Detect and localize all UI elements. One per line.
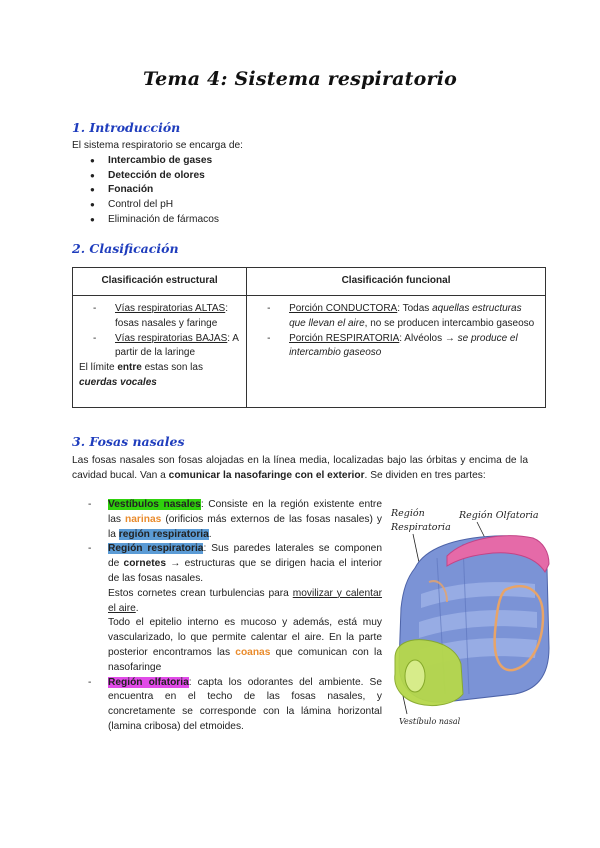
list-item: ● Intercambio de gases xyxy=(90,154,532,169)
intro-lead: El sistema respiratorio se encarga de: xyxy=(72,140,244,151)
list-item: - Porción RESPIRATORIA: Alvéolos → se produce el intercambio gaseoso xyxy=(253,332,539,362)
list-item xyxy=(79,302,240,332)
limite-text: El límite entre estas son las cuerdas vocales xyxy=(79,362,203,388)
coanas-term: coanas xyxy=(235,646,271,658)
epitelio-text: Todo el epitelio interno es mucoso y además, está muy vascularizado, lo que permite calentar el aire. En la parte posterior encontramos las coanas que comunican con la nasofaringe xyxy=(108,617,382,673)
vias-bajas: Vías respiratorias BAJAS xyxy=(115,332,228,344)
vestibulos-label: Vestíbulos nasales xyxy=(108,499,201,510)
fosas-list xyxy=(72,498,382,735)
porcion-respiratoria: Porción RESPIRATORIA xyxy=(289,332,400,344)
porcion-conductora: Porción CONDUCTORA xyxy=(289,303,398,314)
page-title: Tema 4: Sistema respiratorio xyxy=(142,68,458,90)
clasificacion-table xyxy=(72,267,546,408)
list-item: ● Fonación xyxy=(90,183,532,198)
label-region-respiratoria-1: Región xyxy=(391,508,425,519)
vias-bajas-desc: : A partir de la laringe xyxy=(115,332,239,359)
intro-list xyxy=(90,154,532,228)
narinas-term: narinas xyxy=(125,513,162,525)
cornetes-text: Estos cornetes crean turbulencias para movilizar y calentar el aire. xyxy=(108,587,383,614)
list-item: - Región olfatoria: capta los odorantes del ambiente. Se encuentra en el techo de las fosas nasales, y concretamente se corresponde con la lámina horizontal (lamina cribosa) del etmoides. xyxy=(72,676,382,735)
pointer-olfatoria xyxy=(477,522,485,538)
label-vestibulo-nasal: Vestíbulo nasal xyxy=(399,717,461,726)
fosas-intro: Las fosas nasales son fosas alojadas en la línea media, localizadas bajo las órbitas y encima de la cavidad bucal. Van a comunicar la nasofaringe con el exterior. Se dividen en tres partes: xyxy=(72,455,528,481)
list-item: ● Detección de olores xyxy=(90,169,532,184)
list-item: - Porción CONDUCTORA: Todas aquellas estructuras que llevan el aire, no se producen intercambio gaseoso xyxy=(253,302,539,332)
list-item xyxy=(79,332,240,362)
list-item: - Región respiratoria: Sus paredes laterales se componen de cornetes → estructuras que se dirigen hacia el interior de las fosas nasales. Estos cornetes crean turbulencias para movilizar y calentar el aire. Todo el epitelio interno es mucoso y además, está muy vascularizado, lo que permite calentar el aire. En la parte posterior encontramos las coanas que comunican con la nasofaringe xyxy=(72,542,382,675)
intro-block xyxy=(72,139,532,228)
table-cell-estructural xyxy=(73,296,247,408)
list-item: - Vestíbulos nasales: Consiste en la región existente entre las narinas (orificios más externos de las fosas nasales) y la región respiratoria. xyxy=(72,498,382,542)
respiratoria-label: Región respiratoria xyxy=(108,543,204,555)
table-header-estructural: Clasificación estructural xyxy=(73,268,247,296)
vias-altas-desc: : fosas nasales y faringe xyxy=(115,303,229,329)
table-cell-funcional xyxy=(247,296,546,408)
nasal-cavity-figure xyxy=(385,498,553,736)
label-region-respiratoria-2: Respiratoria xyxy=(391,522,451,533)
label-region-olfatoria: Región Olfatoria xyxy=(459,510,539,521)
section-heading-fosas: 3. Fosas nasales xyxy=(72,434,185,449)
section-heading-introduccion: 1. Introducción xyxy=(72,120,181,135)
olfatoria-label: Región olfatoria xyxy=(108,676,189,688)
section-heading-clasificacion: 2. Clasificación xyxy=(72,241,179,256)
table-header-funcional: Clasificación funcional xyxy=(247,268,546,296)
vias-altas: Vías respiratorias ALTAS xyxy=(115,303,226,314)
nasal-cavity-illustration xyxy=(385,498,553,736)
region-respiratoria-term: región respiratoria xyxy=(118,528,209,540)
list-item: ● Eliminación de fármacos xyxy=(90,213,532,228)
narina-shape xyxy=(405,660,425,692)
list-item: ● Control del pH xyxy=(90,198,532,213)
